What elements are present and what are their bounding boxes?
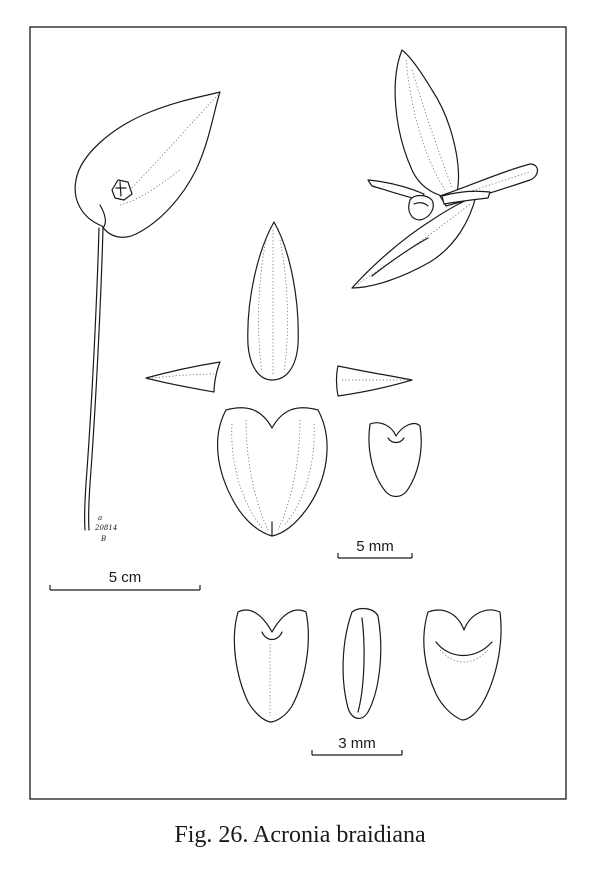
dissected-petal-right xyxy=(337,366,413,396)
scale-bar-lip xyxy=(312,735,402,755)
figure-caption: Fig. 26. Acronia braidiana xyxy=(174,822,426,848)
scale-bar-perianth xyxy=(338,538,412,558)
svg-text:B: B xyxy=(101,535,107,543)
flower-side-view xyxy=(352,50,538,288)
lip-and-column xyxy=(409,196,434,221)
scale-bar-plant xyxy=(50,569,200,590)
petiole-inner xyxy=(89,228,103,530)
plant-habit xyxy=(75,92,220,530)
habit-leaf xyxy=(75,92,220,237)
dissected-petal-left xyxy=(146,362,220,392)
lip-view-abaxial xyxy=(424,610,501,720)
artist-mark xyxy=(94,514,117,543)
svg-text:20814: 20814 xyxy=(95,524,118,532)
scale-label-perianth: 5 mm xyxy=(356,538,394,555)
lip-view-lateral xyxy=(343,609,381,719)
dorsal-sepal xyxy=(395,50,458,197)
lip-view-adaxial xyxy=(234,610,308,722)
svg-text:a: a xyxy=(98,514,103,522)
scale-label-lip: 3 mm xyxy=(338,735,376,752)
scale-label-plant: 5 cm xyxy=(108,569,142,586)
dissected-synsepal xyxy=(218,408,327,536)
dissected-lip xyxy=(369,423,421,497)
lip-views xyxy=(234,609,501,722)
